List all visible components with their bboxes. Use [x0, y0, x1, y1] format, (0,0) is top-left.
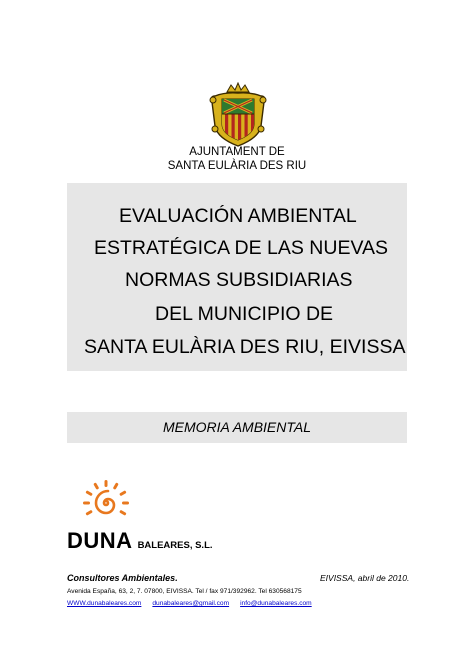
contact-links — [67, 600, 323, 607]
place-and-date: EIVISSA, abril de 2010. — [320, 573, 410, 583]
title-line-1: EVALUACIÓN AMBIENTAL — [119, 205, 357, 227]
title-line-2: ESTRATÉGICA DE LAS NUEVAS — [94, 237, 389, 259]
company-suffix: BALEARES, S.L. — [137, 540, 213, 551]
council-name-line2: SANTA EULÀRIA DES RIU — [167, 160, 307, 172]
title-line-3: NORMAS SUBSIDIARIAS — [125, 269, 353, 291]
title-line-4: DEL MUNICIPIO DE — [155, 303, 334, 325]
coat-of-arms-icon — [207, 82, 269, 148]
company-brand: DUNA — [67, 528, 133, 553]
gmail-link[interactable]: dunabaleares@gmail.com — [152, 600, 230, 607]
info-email-link[interactable]: info@dunabaleares.com — [240, 600, 312, 607]
title-line-5: SANTA EULÀRIA DES RIU, EIVISSA — [84, 336, 406, 358]
website-link[interactable]: WWW.dunabaleares.com — [67, 600, 142, 607]
company-name — [67, 528, 213, 554]
council-name-line1: AJUNTAMENT DE — [189, 146, 285, 158]
company-address: Avenida España, 63, 2, 7. 07800, EIVISSA. Tel / fax 971/392962. Tel 630568175 — [67, 588, 302, 595]
sun-spiral-logo-icon — [80, 479, 132, 527]
document-title-box — [67, 183, 407, 371]
subtitle-memoria: MEMORIA AMBIENTAL — [162, 419, 312, 435]
company-tagline: Consultores Ambientales. — [67, 573, 178, 583]
subtitle-box — [67, 412, 407, 443]
